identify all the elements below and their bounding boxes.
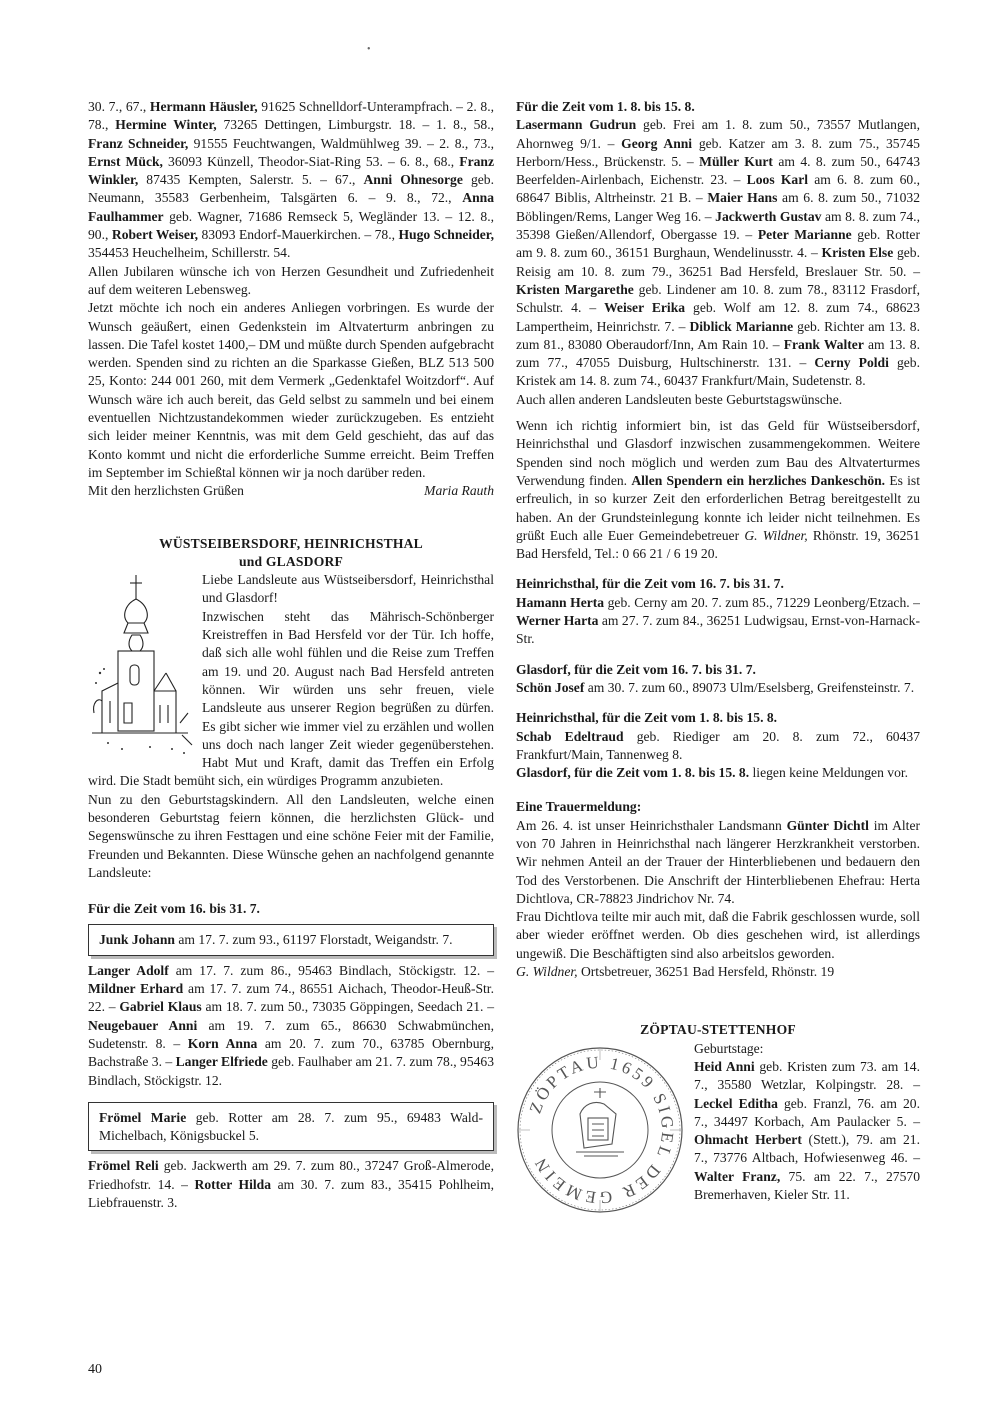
text-run: geb. Cerny am 20. 7. zum 85., 71229 Leonberg/Etzach. – bbox=[604, 594, 920, 610]
zoeptau-block bbox=[516, 1040, 920, 1208]
text-run: geb. Wagner, 71686 Remseck 5, Wegländer 13. – 12. 8., 90., bbox=[88, 208, 494, 243]
bold-name: Maier Hans bbox=[707, 190, 778, 206]
text-run: am 17. 7. zum 74., 86551 Aichach, Theodor-Heuß-Str. 22. – bbox=[88, 981, 494, 1015]
bold-name: Loos Karl bbox=[746, 172, 809, 188]
text-run: 83093 Endorf-Mauerkirchen. – 78., bbox=[198, 227, 399, 243]
text-run: 30. 7., 67., bbox=[88, 99, 150, 114]
text-run: Am 26. 4. ist unser Heinrichsthaler Landsmann bbox=[516, 817, 787, 833]
letter-greeting: Liebe Landsleute aus Wüstseibersdorf, Heinrichsthal und Glasdorf! bbox=[202, 572, 494, 606]
text-run: geb. Richter am 13. 8. zum 81., 83080 Oberaudorf/Inn, Am Rain 10. – bbox=[516, 318, 920, 352]
birthday-list-august bbox=[516, 116, 920, 390]
bold-name: Heid Anni bbox=[694, 1058, 755, 1074]
text-run: am 17. 7. zum 86., 95463 Bindlach, Stöckigstr. 12. – bbox=[168, 962, 494, 978]
bold-name: Franz Schneider, bbox=[88, 135, 189, 151]
text-run: Ortsbetreuer, 36251 Bad Hersfeld, Rhönstr. 19 bbox=[577, 964, 835, 980]
text-run: geb. Katzer am 3. 8. zum 75., 35745 Herborn/Hess., Brückenstr. 5. – bbox=[516, 135, 920, 169]
jubilare-wishes: Allen Jubilaren wünsche ich von Herzen Gesundheit und Zufriedenheit auf dem weiteren Lebensweg. bbox=[88, 263, 494, 297]
text-run: 36093 Künzell, Theodor-Siat-Ring 53. – 6. 8., 68., bbox=[162, 153, 460, 169]
text-run: geb. Wolf am 12. 8. zum 74., 68623 Lampertheim, Heinrichstr. 7. – bbox=[516, 300, 920, 334]
heading-heinrichsthal-august: Heinrichsthal, für die Zeit vom 1. 8. bis 15. 8. bbox=[516, 710, 778, 726]
bold-name: Peter Marianne bbox=[757, 227, 852, 243]
text-run: geb. Frei am 1. 8. zum 50., 73557 Mutlangen, Ahornweg 9/1. – bbox=[516, 117, 920, 151]
highlight-entry-junk bbox=[99, 931, 483, 949]
bold-name: Mildner Erhard bbox=[88, 981, 184, 997]
text-run: am 4. 8. zum 50., 64743 Beerfelden-Airlenbach, Eichenstr. 23. – bbox=[516, 153, 921, 188]
bold-name: Glasdorf, für die Zeit vom 1. 8. bis 15. 8. bbox=[516, 765, 750, 781]
bold-name: Korn Anna bbox=[187, 1035, 258, 1051]
text-run: (Stett.), 79. am 21. 7., 73776 Altbach, Hofwiesenweg 46. – bbox=[694, 1132, 920, 1166]
text-run: geb. Kristek am 14. 8. zum 74., 60437 Frankfurt/Main, Sudetenstr. 8. bbox=[516, 355, 920, 389]
bold-name: Neugebauer Anni bbox=[88, 1017, 198, 1033]
text-run: am 8. 8. zum 74., 35398 Gießen/Allendorf, Obergasse 19. – bbox=[516, 208, 920, 243]
list-heinrichsthal-july bbox=[516, 594, 920, 649]
memorial-request: Jetzt möchte ich noch ein anderes Anliegen vorbringen. Es wurde der Wunsch geäußert, einen Gedenkstein im Altvaterturm anbringen zu lassen. Die Tafel kostet 1400,– DM und müßte durch Spenden aufgebracht werden. Spenden sind zu richten an die Sparkasse Gießen, BLZ 513 500 25, Konto: 244 001 260, mit dem Vermerk „Gedenktafel Woitzdorf“. Auf Wunsch wäre ich auch bereit, das Geld selbst zu sammeln und bei einem eventuellen Nichtzustandekommen wieder zurückzugeben. Es entzieht sich leider meiner Kenntnis, was mit dem Geld geschieht, das auf das Konto kommt und nicht die erforderliche Summe erreicht. Beim Treffen im September im Schießtal können wir ja noch darüber reden. bbox=[88, 300, 494, 480]
bold-name: Kristen Else bbox=[821, 245, 894, 261]
letter-block bbox=[88, 571, 494, 791]
bold-name: Frömel Reli bbox=[88, 1158, 159, 1174]
scan-speck: • bbox=[367, 44, 371, 55]
bold-name: Günter Dichtl bbox=[786, 817, 869, 833]
bold-name: Diblick Marianne bbox=[689, 318, 794, 334]
text-run: 73265 Dettingen, Limburgstr. 18. – 1. 8., 58., bbox=[216, 117, 494, 133]
text-run: geb. Faulhaber am 21. 7. zum 78., 95463 Bindlach, Stöckigstr. 12. bbox=[88, 1054, 495, 1088]
text-run: 75. am 22. 7., 27570 Bremerhaven, Kieler Str. 11. bbox=[694, 1168, 920, 1203]
text-run: am 18. 7. zum 50., 73035 Göppingen, Seedach 21. – bbox=[201, 999, 494, 1015]
bold-name: Ernst Mück, bbox=[88, 153, 163, 169]
text-run: Es ist erfreulich, in so kurzer Zeit den erforderlichen Betrag bereitgestellt zu haben. An der Grundsteinlegung konnte ich leider nicht teilnehmen. Es grüßt Euch alle Euer Gemeindebetreuer bbox=[516, 472, 920, 543]
text-run: geb. Reisig am 10. 8. zum 79., 36251 Bad Hersfeld, Breslauer Str. 50. – bbox=[516, 245, 920, 279]
section-title-line-2: und GLASDORF bbox=[238, 553, 343, 569]
period-heading-16-31-7: Für die Zeit vom 16. bis 31. 7. bbox=[88, 901, 260, 917]
caretaker-signature bbox=[516, 963, 920, 981]
bold-name: Frank Walter bbox=[783, 336, 864, 352]
bold-name: Junk Johann bbox=[99, 932, 175, 948]
birthdays-label: Geburtstage: bbox=[694, 1040, 764, 1056]
page-number: 40 bbox=[88, 1362, 102, 1377]
bold-name: Franz Winkler, bbox=[88, 153, 494, 188]
birthday-list-july bbox=[88, 962, 494, 1090]
right-column bbox=[516, 98, 920, 1216]
text-run: Rhönstr. 19, 36251 Bad Hersfeld, Tel.: 0 66 21 / 6 19 20. bbox=[516, 527, 920, 562]
bold-name: Hugo Schneider, bbox=[398, 227, 494, 243]
highlight-box-2 bbox=[88, 1102, 494, 1152]
section-title-wuestseibersdorf bbox=[88, 535, 494, 572]
municipal-seal-image bbox=[514, 1044, 686, 1216]
obituary-text bbox=[516, 817, 920, 908]
author-signature: Maria Rauth bbox=[424, 483, 494, 499]
text-run: geb. Lindener am 10. 8. zum 78., 83112 Frasdorf, Schulstr. 4. – bbox=[516, 281, 921, 316]
text-run: am 27. 7. zum 84., 36251 Ludwigsau, Ernst-von-Harnack-Str. bbox=[516, 613, 920, 647]
birthday-list-intro bbox=[88, 98, 494, 263]
bold-name: Leckel Editha bbox=[694, 1095, 778, 1111]
italic-name: G. Wildner, bbox=[744, 527, 808, 543]
highlight-entry-froemel bbox=[99, 1109, 483, 1146]
section-title-zoeptau: ZÖPTAU-STETTENHOF bbox=[640, 1022, 796, 1038]
bold-name: Werner Harta bbox=[516, 613, 599, 629]
factory-note: Frau Dichtlova teilte mir auch mit, daß die Fabrik geschlossen wurde, soll aber wieder eröffnet werden. Ob dies geschehen wird, ist allerdings ungewiß. Die Beschäftigten sind also arbeitslos geworden. bbox=[516, 909, 920, 961]
list-glasdorf-july bbox=[516, 679, 920, 697]
bold-name: Frömel Marie bbox=[99, 1109, 187, 1125]
left-column bbox=[88, 98, 494, 1212]
bold-name: Kristen Margarethe bbox=[516, 281, 634, 297]
italic-name: G. Wildner, bbox=[516, 964, 578, 980]
text-run: 87435 Kempten, Salerstr. 5. – 67., bbox=[138, 172, 364, 188]
bold-name: Weiser Erika bbox=[604, 300, 686, 316]
period-heading-1-15-8: Für die Zeit vom 1. 8. bis 15. 8. bbox=[516, 99, 695, 114]
text-run: am 20. 7. zum 70., 63785 Obernburg, Bachstraße 3. – bbox=[88, 1035, 494, 1070]
bold-name: Allen Spendern ein herzliches Dankeschön. bbox=[631, 472, 886, 488]
text-run: am 19. 7. zum 65., 86630 Schwabmünchen, Sudetenstr. 8. – bbox=[88, 1017, 495, 1051]
text-run: geb. Franzl, 76. am 20. 7., 34497 Korbach, Am Paulacker 5. – bbox=[694, 1095, 920, 1129]
bold-name: Anna Faulhammer bbox=[88, 190, 494, 224]
text-run: geb. Neumann, 35583 Gerbenheim, Talsgärten 6. – 9. 8., 72., bbox=[88, 172, 494, 206]
closing-text: Mit den herzlichsten Grüßen bbox=[88, 483, 244, 499]
heading-glasdorf-july: Glasdorf, für die Zeit vom 16. 7. bis 31. 7. bbox=[516, 661, 756, 677]
bold-name: Langer Elfriede bbox=[175, 1054, 268, 1070]
note-glasdorf-august bbox=[516, 764, 920, 782]
bold-name: Lasermann Gudrun bbox=[516, 117, 637, 133]
text-run: liegen keine Meldungen vor. bbox=[749, 765, 909, 781]
text-run: am 13. 8. zum 77., 47055 Duisburg, Hultschinerstr. 131. – bbox=[516, 336, 920, 371]
bold-name: Müller Kurt bbox=[699, 153, 773, 169]
birthday-list-july-end bbox=[88, 1157, 494, 1212]
church-illustration bbox=[88, 573, 196, 763]
bold-name: Langer Adolf bbox=[88, 962, 169, 978]
text-run: 354453 Heuchelheim, Schillerstr. 54. bbox=[88, 245, 291, 261]
birthday-intro: Nun zu den Geburtstagskindern. All den Landsleuten, welche einen besonderen Geburtstag feiern können, die herzlichsten Glück- und Segenswünsche zu ihren Festtagen und eine schöne Feier mit der Familie, Freunden und Bekannten. Diese Wünsche gehen an nachfolgend genannte Landsleute: bbox=[88, 791, 494, 880]
bold-name: Ohmacht Herbert bbox=[694, 1132, 802, 1148]
bold-name: Robert Weiser, bbox=[111, 227, 199, 243]
text-run: 91555 Feuchtwangen, Waldmühlweg 39. – 2. 8., 73., bbox=[188, 135, 494, 151]
heading-heinrichsthal-july: Heinrichsthal, für die Zeit vom 16. 7. bis 31. 7. bbox=[516, 576, 784, 592]
bold-name: Anni Ohnesorge bbox=[363, 172, 463, 188]
text-run: Wenn ich richtig informiert bin, ist das Geld für Wüstseibersdorf, Heinrichsthal und Glasdorf inzwischen zusammengekommen. Weitere Spenden sind noch möglich und werden zum Bau des Altvaterturmes Verwendung finden. bbox=[516, 418, 920, 488]
text-run: 91625 Schnelldorf-Unterampfrach. – 2. 8., 78., bbox=[88, 99, 494, 133]
general-wishes: Auch allen anderen Landsleuten beste Geburtstagswünsche. bbox=[516, 391, 843, 407]
letter-body: Inzwischen steht das Mährisch-Schönberger Kreistreffen in Bad Hersfeld vor der Tür. Ich hoffe, daß sich alle wohl fühlen und die Reise zum Treffen am 19. und 20. August nach Bad Hersfeld antreten können. Wir würden uns sehr freuen, viele Landsleute aus unserer Region begrüßen zu dürfen. Es gibt sicher wie immer viel zu erzählen und wollen uns doch nach langer Zeit wieder gegenüberstehen. Habt Mut und Kraft, damit das Treffen ein Erfolg wird. Die Stadt bemüht sich, ein würdiges Programm anzubieten. bbox=[88, 608, 494, 789]
text-run: geb. Rotter am 9. 8. zum 60., 36151 Burghaun, Wendelinusstr. 4. – bbox=[516, 227, 920, 261]
bold-name: Gabriel Klaus bbox=[119, 999, 202, 1015]
bold-name: Schön Josef bbox=[516, 679, 585, 695]
seal-text: ZÖPTAU 1659 SIGEL DER GEMEIN bbox=[525, 1052, 678, 1208]
bold-name: Walter Franz, bbox=[694, 1168, 781, 1184]
bold-name: Hermine Winter, bbox=[115, 117, 217, 133]
text-run: am 30. 7. zum 83., 35415 Pohlheim, Liebfrauenstr. 3. bbox=[88, 1176, 495, 1211]
bold-name: Cerny Poldi bbox=[814, 355, 889, 371]
donation-note bbox=[516, 417, 920, 563]
highlight-box-1 bbox=[88, 924, 494, 955]
bold-name: Jackwerth Gustav bbox=[715, 208, 822, 224]
text-run: geb. Riediger am 20. 8. zum 72., 60437 Frankfurt/Main, Tannenweg 8. bbox=[516, 728, 920, 762]
text-run: im Alter von 70 Jahren in Heinrichsthal nach längerer Herzkrankheit verstorben. Wir nehmen Anteil an der Trauer der Hinterbliebenen und bedauern den Tod des Verstorbenen. Die Anschrift der Hinterbliebenen Ehefrau: Herta Dichtlova, CR-78823 Jindrichov Nr. 74. bbox=[516, 817, 921, 906]
section-title-line-1: WÜSTSEIBERSDORF, HEINRICHSTHAL bbox=[159, 535, 423, 551]
text-run: am 6. 8. zum 50., 71032 Böblingen/Rems, Langer Weg 16. – bbox=[516, 190, 920, 224]
text-run: am 6. 8. zum 60., 68647 Biblis, Altrheinstr. 21 B. – bbox=[516, 172, 920, 206]
bold-name: Georg Anni bbox=[621, 135, 693, 151]
text-run: geb. Jackwerth am 29. 7. zum 80., 37247 Groß-Almerode, Friedhofstr. 14. – bbox=[88, 1158, 494, 1192]
bold-name: Hamann Herta bbox=[516, 594, 605, 610]
bold-name: Schab Edeltraud bbox=[516, 728, 624, 744]
text-run: am 30. 7. zum 60., 89073 Ulm/Eselsberg, Greifensteinstr. 7. bbox=[584, 679, 915, 695]
bold-name: Hermann Häusler, bbox=[149, 99, 258, 114]
closing-line bbox=[88, 482, 494, 500]
bold-name: Rotter Hilda bbox=[194, 1176, 272, 1192]
text-run: geb. Kristen zum 73. am 14. 7., 35580 Wetzlar, Kolpingstr. 28. – bbox=[694, 1058, 920, 1093]
text-run: am 17. 7. zum 93., 61197 Florstadt, Weigandstr. 7. bbox=[174, 932, 453, 948]
list-heinrichsthal-august bbox=[516, 728, 920, 765]
obituary-heading: Eine Trauermeldung: bbox=[516, 799, 642, 815]
text-run: geb. Rotter am 28. 7. zum 95., 69483 Wald-Michelbach, Königsbuckel 5. bbox=[99, 1109, 483, 1144]
